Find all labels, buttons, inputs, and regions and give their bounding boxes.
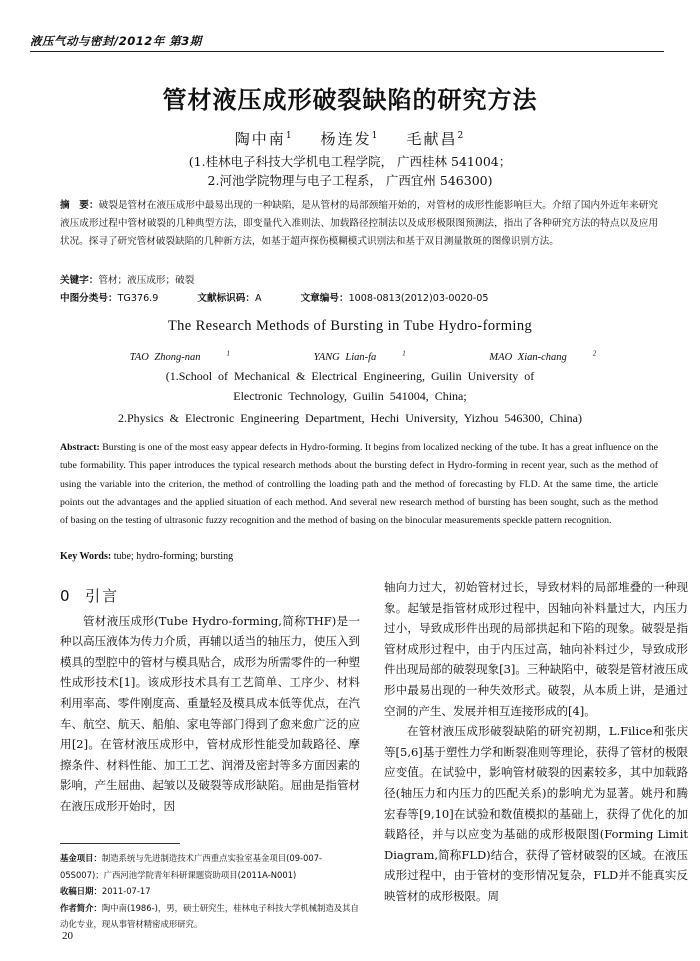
english-title: The Research Methods of Bursting in Tube Hydro-forming — [167, 318, 533, 334]
author-3: 毛献昌$^2$ — [406, 130, 466, 148]
left-column — [60, 586, 360, 817]
fund-note: 基金项目：制造系统与先进制造技术广西重点实验室基金项目(09-007-05S007)；广西河池学院青年科研课题资助项目(2011A-N001) — [60, 853, 323, 880]
en-author-2: YANG Lian-fa $^1$ — [313, 349, 406, 363]
research-paragraph: 在管材液压成形破裂缺陷的研究初期，L.Filice和张庆等[5,6]基于塑性力学和断裂准则等理论，获得了管材的极限应变值。在试验中，影响管材破裂的因素较多，其中加载路径(轴压力和内压力的匹配关系)的影响尤为显著。姚丹和腾宏春等[9,10]在试验和数值模拟的基础上，获得了优化的加载路径，并与以应变为基础的成形极限图(Forming Limit Diagram,简称FLD)结合，获得了管材破裂的区域。在液压成形过程中，由于管材的变形情况复杂，FLD并不能真实反映管材的成形极限。周 — [384, 724, 688, 903]
chinese-abstract: 摘 要：破裂是管材在液压成形中最易出现的一种缺陷，是从管材的局部颈缩开始的，对管材的成形性能影响巨大。介绍了国内外近年来研究液压成形过程中管材破裂的几种典型方法，即变量代入准则法、加载路径控制法以及成形极限图预测法，指出了各种研究方法的特点以及应用状况。探寻了研究管材破裂缺陷的几种新方法，如基于超声探伤模糊模式识别法和基于双目测量散斑的图像识别方法。 — [60, 200, 659, 247]
classification-line: 中图分类号：TG376.9 文献标识码：A 文章编号：1008-0813(2012)03-0020-05 — [60, 293, 489, 304]
en-author-1: TAO Zhong-nan $^1$ — [129, 349, 230, 363]
english-affiliation-3: 2.Physics & Electronic Engineering Department, Hechi University, Yizhou 546300, China) — [117, 411, 582, 425]
chinese-authors — [0, 128, 700, 149]
intro-paragraph-continued: 轴向力过大，初始管材过长，导致材料的局部堆叠的一种现象。起皱是指管材成形过程中，因轴向补料量过大，内压力过小，导致成形件出现的局部拱起和下陷的现象。破裂是指管材成形过程中，由于内压过高，轴向补料过少，导致成形件出现局部的破裂现象[3]。三种缺陷中，破裂是管材液压成形中最易出现的一种失效形式。破裂，从本质上讲，是通过空洞的产生、发展并相互连接形成的[4]。 — [384, 580, 688, 718]
chinese-keywords: 关键字：管材；液压成形；破裂 — [60, 275, 195, 286]
intro-paragraph: 管材液压成形(Tube Hydro-forming,简称THF)是一种以高压液体为传力介质，再辅以适当的轴压力，使压入到模具的型腔中的管材与模具贴合，成形为所需零件的一种塑性成形技术[1]。该成形技术具有工艺简单、工序少、材料利用率高、零件刚度高、重量轻及模具成本低等优点，在汽车、航空、航天、船舶、家电等部门得到了愈来愈广泛的应用[2]。在管材液压成形中，管材成形性能受加载路径、摩擦条件、材料性能、加工工艺、润滑及密封等多方面因素的影响，产生屈曲、起皱以及破裂等成形缺陷。屈曲是指管材在液压成形开始时，因 — [60, 613, 360, 813]
english-affiliation-1: (1.School of Mechanical & Electrical Engineering, Guilin University of — [165, 369, 535, 383]
class-number: TG376.9 — [117, 293, 159, 304]
journal-header: 液压气动与密封/2012年 第3期 — [30, 34, 202, 48]
author-bio: 作者简介：陶中南(1986-)，男，硕士研究生，桂林电子科技大学机械制造及其自动化专业，现从事管材精密成形研究。 — [60, 902, 359, 929]
section-heading: 0 引言 — [60, 587, 120, 605]
author-1: 陶中南$^1$ — [234, 130, 294, 148]
footnotes — [60, 850, 360, 933]
chinese-title: 管材液压成形破裂缺陷的研究方法 — [162, 86, 538, 114]
footnote-rule — [60, 843, 180, 844]
right-column — [384, 577, 688, 907]
received-date: 收稿日期：2011-07-17 — [60, 886, 151, 896]
english-abstract: Abstract: Bursting is one of the most easy appear defects in Hydro-forming. It begins from localized necking of the tube. It has a great influence on the tube formability. This paper introduces the typical research methods about the bursting defect in Hydro-forming in recent year, such as the method of using the variable into the criterion, the method of controlling the loading path and the method of forecasting by FLD. At the same time, the article points out the advantages and the applied situation of each method. And several new research method of bursting has been sought, such as the method of basing on the testing of ultrasonic fuzzy recognition and the method of basing on the binocular measurements speckle pattern recognition. — [60, 442, 659, 527]
english-affiliation-2: Electronic Technology, Guilin 541004, China; — [233, 389, 467, 403]
article-number: 1008-0813(2012)03-0020-05 — [348, 293, 489, 304]
chinese-affiliation-2: 2.河池学院物理与电子工程系， 广西宜州 546300) — [207, 173, 493, 188]
page-number: 20 — [62, 930, 73, 942]
chinese-affiliation-1: (1.桂林电子科技大学机电工程学院， 广西桂林 541004； — [188, 154, 512, 169]
english-keywords: Key Words: tube; hydro-forming; bursting — [60, 551, 234, 562]
header-rule — [30, 51, 664, 52]
document-code: A — [254, 293, 262, 304]
en-author-3: MAO Xian-chang $^2$ — [489, 349, 597, 363]
english-authors — [0, 349, 700, 363]
author-2: 杨连发$^1$ — [320, 130, 380, 148]
